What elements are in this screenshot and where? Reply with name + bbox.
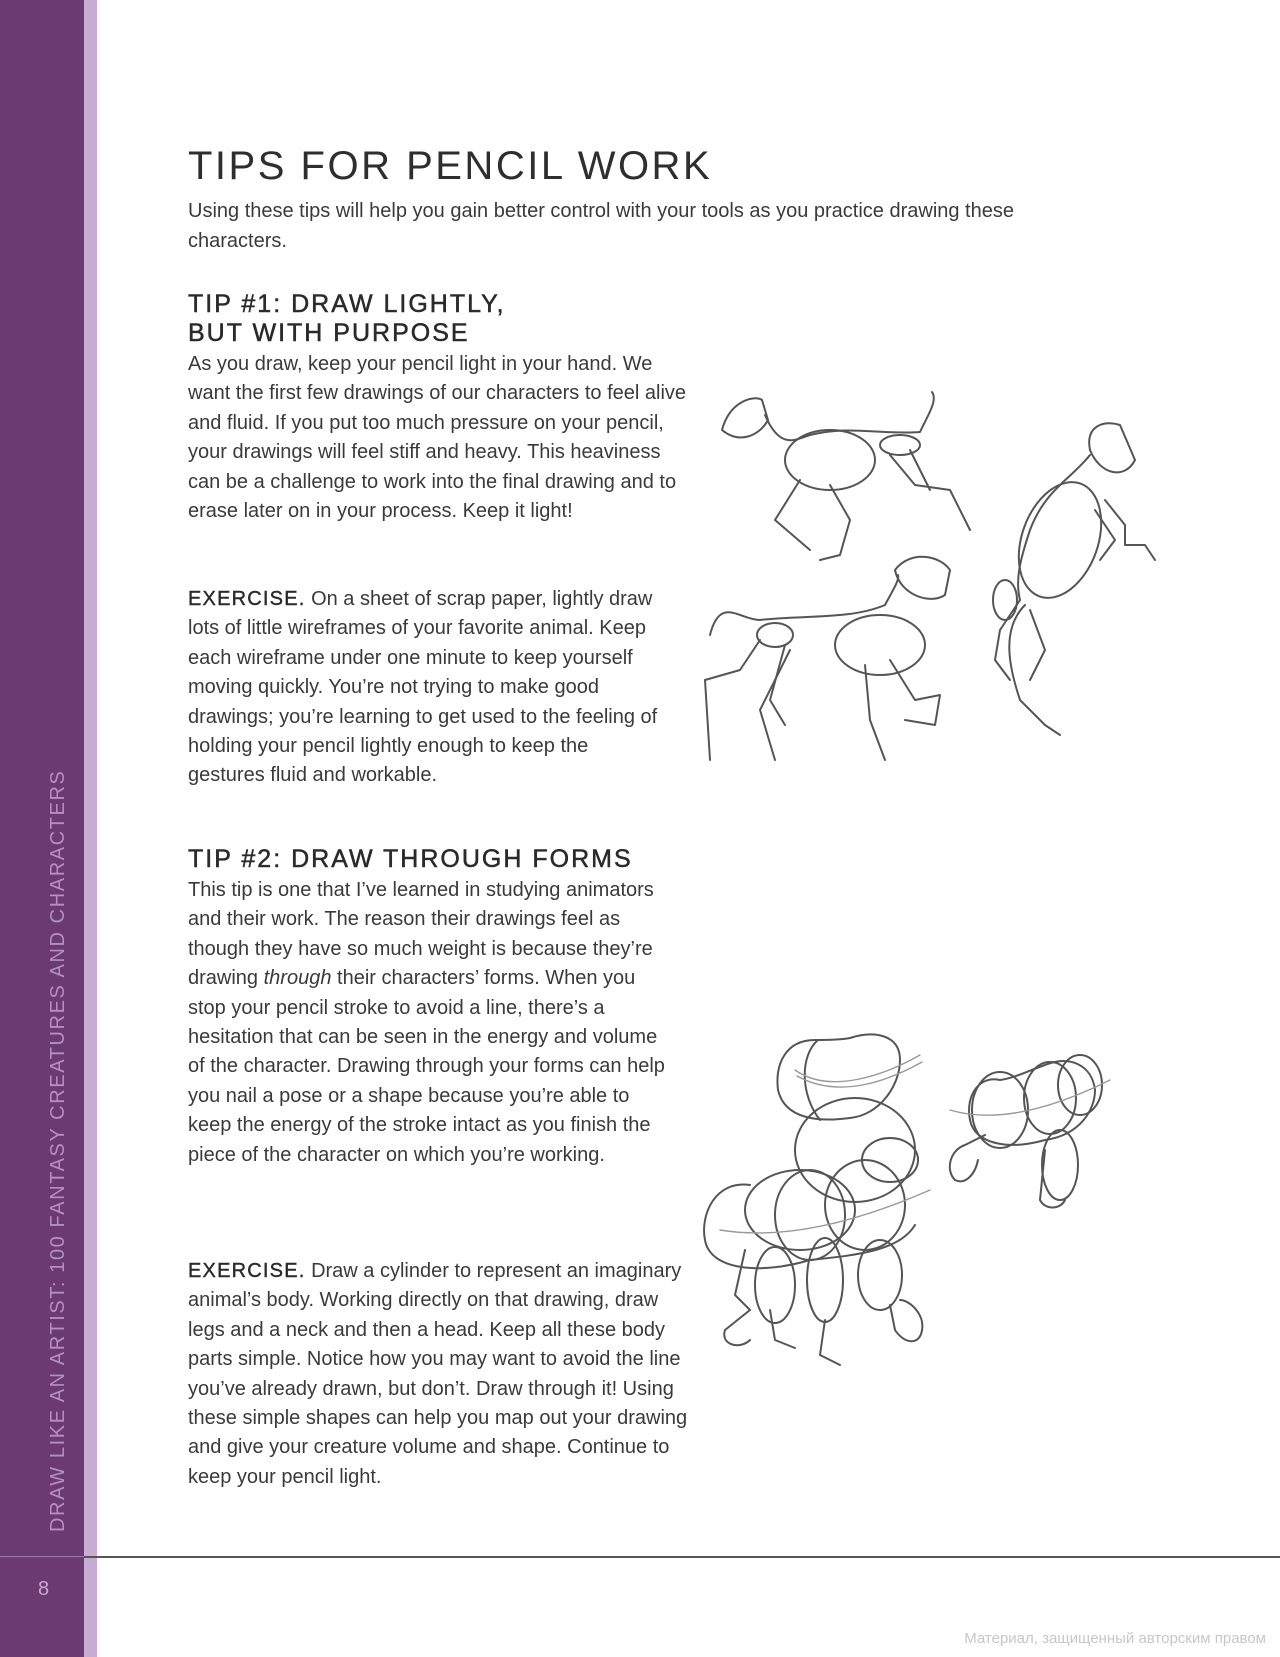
tip2-exercise — [188, 1257, 688, 1492]
spine-title: DRAW LIKE AN ARTIST: 100 FANTASY CREATURES AND CHARACTERS — [47, 769, 69, 1532]
footer-rule-sidebar — [0, 1556, 84, 1557]
tip2-body — [188, 876, 678, 1170]
tip2-body-after: their characters’ forms. When you stop your pencil stroke to avoid a line, there’s a hesitation that can be seen in the energy and volume of the character. Drawing through your forms can help you nail a pose or a shape because you’re able to keep the energy of the stroke intact as you finish the piece of the character on which you’re working. — [188, 967, 665, 1166]
tip1-exercise — [188, 585, 668, 791]
intro-paragraph: Using these tips will help you gain better control with your tools as you practice drawing these characters. — [188, 200, 1014, 252]
tip1-exercise-label: EXERCISE. — [188, 588, 306, 610]
tip2-body-emphasis: through — [263, 967, 332, 990]
sidebar-bar — [0, 0, 84, 1657]
wireframe-horse-top — [722, 392, 970, 560]
tip1-exercise-text: On a sheet of scrap paper, lightly draw lots of little wireframes of your favorite animal. Keep each wireframe under one minute to keep yourself moving quickly. You’re not trying to make good drawings; you’re learning to get used to the feeling of holding your pencil lightly enough to keep the gestures fluid and workable. — [188, 588, 658, 787]
sidebar-stripe — [84, 0, 97, 1657]
page-title: TIPS FOR PENCIL WORK — [188, 144, 713, 188]
tip2-body-before: This tip is one that I’ve learned in studying animators and their work. The reason their drawings feel as though they have so much weight is because they’re drawing — [188, 879, 654, 990]
tip2-exercise-label: EXERCISE. — [188, 1260, 306, 1282]
footer-rule — [0, 1556, 1280, 1558]
tip2-heading: TIP #2: DRAW THROUGH FORMS — [188, 845, 633, 873]
wireframe-horse-rearing — [993, 423, 1155, 735]
volume-studies-sketch — [700, 1010, 1180, 1390]
wireframe-horse-bottom — [705, 557, 950, 760]
tip1-heading-line2: BUT WITH PURPOSE — [188, 319, 470, 347]
body-with-legs-sketch — [950, 1055, 1110, 1208]
tip1-heading-line1: TIP #1: DRAW LIGHTLY, — [188, 290, 506, 318]
tip2-exercise-text: Draw a cylinder to represent an imaginary animal’s body. Working directly on that drawing, draw legs and a neck and then a head. Keep all these body parts simple. Notice how you may want to avoid the line you’ve already drawn, but don’t. Draw through it! Using these simple shapes can help you map out your drawing and give your creature volume and shape. Continue to keep your pencil light. — [188, 1260, 688, 1488]
tip1-body: As you draw, keep your pencil light in your hand. We want the first few drawings of our characters to feel alive and fluid. If you put too much pressure on your pencil, your drawings will feel stiff and heavy. This heaviness can be a challenge to work into the final drawing and to erase later on in your process. Keep it light! — [188, 353, 687, 523]
copyright-watermark: Материал, защищенный авторским правом — [964, 1630, 1266, 1647]
page-number: 8 — [38, 1578, 50, 1600]
volume-creature-sketch — [704, 1098, 930, 1365]
wireframe-animals-sketch — [700, 380, 1200, 780]
cylinder-body-sketch — [777, 1034, 922, 1120]
tip1-heading — [188, 290, 506, 348]
